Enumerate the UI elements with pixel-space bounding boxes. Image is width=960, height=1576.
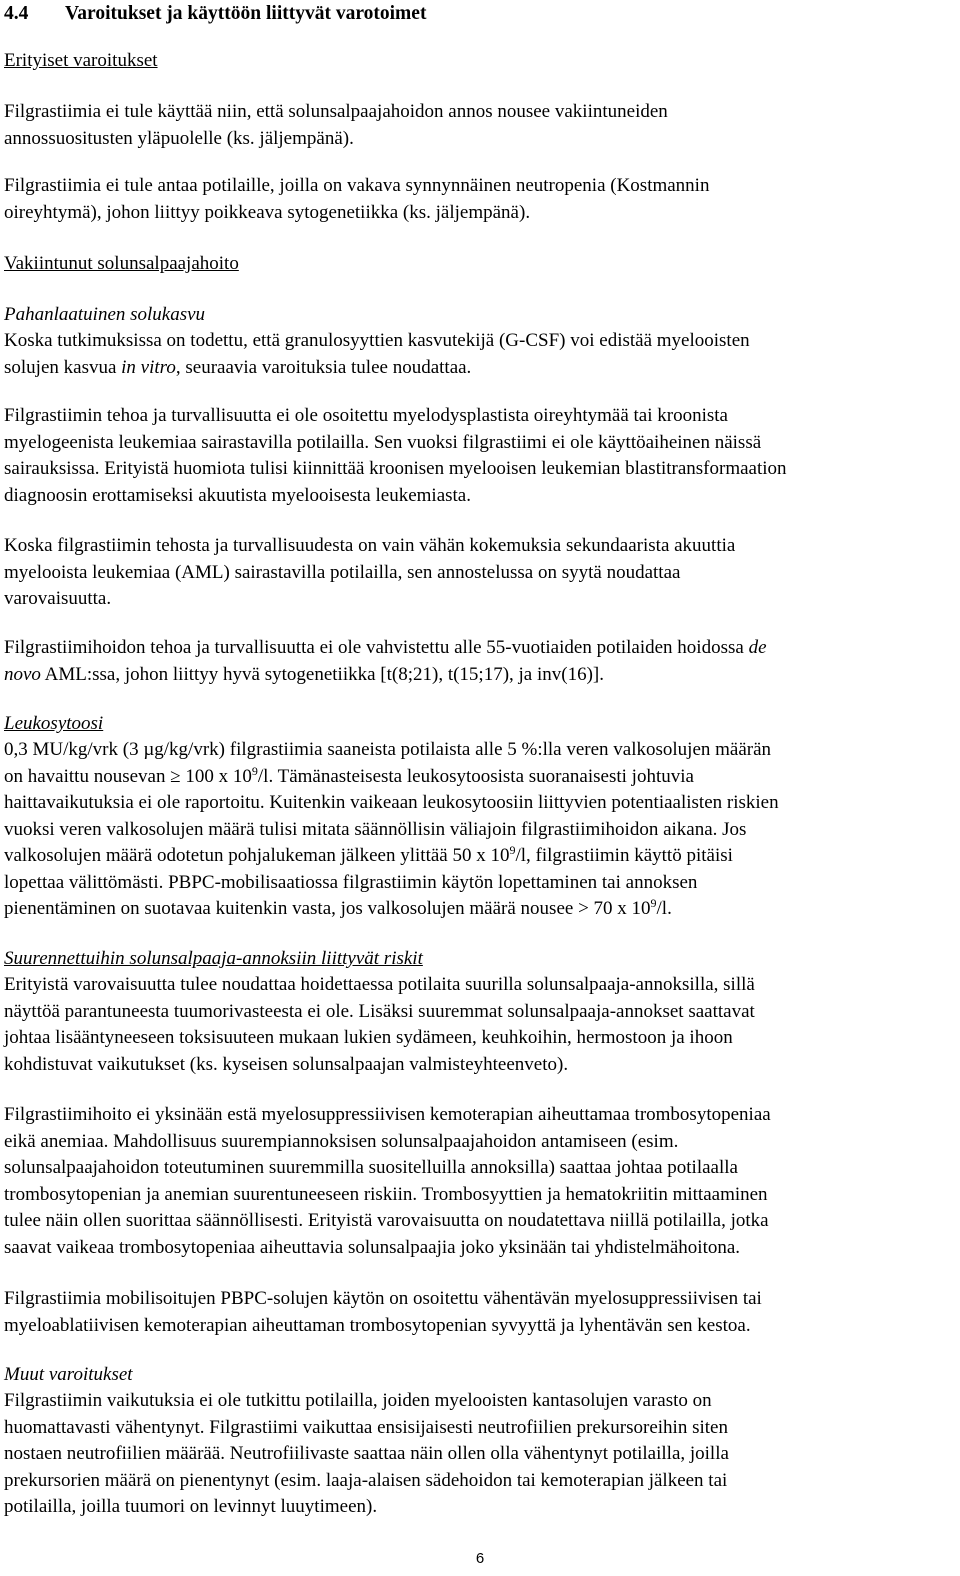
text-segment: Filgrastiimihoidon tehoa ja turvallisuutta ei ole vahvistettu alle 55-vuotiaiden potilaiden hoidossa [4,637,749,658]
text-line: solunsalpaajahoidon toteutuminen suuremmilla suositelluilla annoksilla) saattaa johtaa potilaalla [4,1157,738,1178]
text-line: myelogeenista leukemiaa sairastavilla potilailla. Sen vuoksi filgrastiimi ei ole käyttöaiheinen näissä [4,431,762,453]
text-line: johtaa lisääntyneeseen toksisuuteen mukaan lukien sydämeen, keuhkoihin, hermostoon ja ihoon [4,1027,733,1048]
text-segment: /l. Tämänasteisesta leukosytoosista suoranaisesti johtuvia [257,765,694,787]
text-line: näyttöä parantuneesta tuumorivasteesta ei ole. Lisäksi suuremmat solunsalpaaja-annokset saattavat [4,1000,755,1022]
text-line: sairauksissa. Erityistä huomiota tulisi kiinnittää kroonisen myelooisen leukemian blastitransformaation [4,458,787,479]
text-line [4,896,948,923]
text-line: annossuositusten yläpuolelle (ks. jäljempänä). [4,127,354,149]
text-line: 0,3 MU/kg/vrk (3 µg/kg/vrk) filgrastiimia saaneista potilaista alle 5 %:lla veren valkosolujen määrän [4,739,772,760]
text-line: potilailla, joilla tuumori on levinnyt luuytimeen). [4,1496,378,1517]
erityiset-heading: Erityiset varoitukset [4,50,158,71]
muut-paragraph [4,1388,948,1521]
section-number: 4.4 [4,3,29,24]
italic-term: de [748,637,767,658]
superscript: 9 [650,896,657,910]
text-line: trombosytopenian ja anemian suurentuneeseen riskiin. Trombosyyttien ja hematokriitin mittaaminen [4,1183,768,1205]
text-line: varovaisuutta. [4,588,112,609]
text-line: Filgrastiimia mobilisoitujen PBPC-solujen käytön on osoitettu vähentävän myelosuppressiivisen tai [4,1288,762,1309]
page-number: 6 [475,1550,485,1567]
vakiintunut-paragraph-2 [4,403,948,509]
text-line: Filgrastiimia ei tule antaa potilaille, joilla on vakava synnynnäinen neutropenia (Kostmannin [4,175,710,196]
text-segment: pienentäminen on suotavaa kuitenkin vasta, jos valkosolujen määrä nousee > 70 x 10 [4,898,651,919]
text-line: haittavaikutuksia ei ole raportoitu. Kuitenkin vaikeaan leukosytoosiin liittyvien potentiaalisten riskien [4,792,779,813]
text-line: prekursorien määrä on pienentynyt (esim. laaja-alaisen sädehoidon tai kemoterapian jälkeen tai [4,1469,728,1491]
text-line: vuoksi veren valkosolujen määrä tulisi mitata säännöllisin väliajoin filgrastiimihoidon aikana. Jos [4,818,747,840]
erityiset-paragraph-1 [4,99,948,152]
erityiset-paragraph-2 [4,173,948,226]
text-line [4,355,948,382]
suurennettuihin-heading: Suurennettuihin solunsalpaaja-annoksiin liittyvät riskit [4,948,423,969]
text-line: lopettaa välittömästi. PBPC-mobilisaatiossa filgrastiimin käytön lopettaminen tai annoksen [4,871,698,893]
muut-heading: Muut varoitukset [4,1364,133,1385]
vakiintunut-paragraph-4 [4,635,948,688]
text-segment: valkosolujen määrä odotetun pohjalukeman jälkeen ylittää 50 x 10 [4,845,510,866]
text-line: oireyhtymä), johon liittyy poikkeava sytogenetiikka (ks. jäljempänä). [4,201,531,223]
text-line [4,843,948,870]
text-segment: /l, filgrastiimin käyttö pitäisi [515,845,733,866]
leukosytoosi-paragraph [4,737,948,923]
leukosytoosi-heading: Leukosytoosi [4,713,104,734]
text-line: saavat vaikeaa trombosytopeniaa aiheuttavia solunsalpaajia joko yksinään tai yhdistelmähoitona. [4,1236,741,1258]
text-line [4,662,948,689]
text-line: kohdistuvat vaikutukset (ks. kyseisen solunsalpaajan valmisteyhteenveto). [4,1053,569,1075]
text-segment: /l. [656,898,672,919]
italic-term: in vitro [121,356,176,378]
suurennettuihin-paragraph-3 [4,1286,948,1339]
text-line: Filgrastiimia ei tule käyttää niin, että solunsalpaajahoidon annos nousee vakiintuneiden [4,101,668,122]
suurennettuihin-paragraph-2 [4,1102,948,1261]
section-heading [4,1,426,27]
text-line: Koska tutkimuksissa on todettu, että granulosyyttien kasvutekijä (G-CSF) voi edistää myelooisten [4,330,750,351]
text-segment: , seuraavia varoituksia tulee noudattaa. [175,356,472,378]
italic-term: novo [4,663,41,685]
text-line: eikä anemiaa. Mahdollisuus suurempiannoksisen solunsalpaajahoidon antamiseen (esim. [4,1130,679,1152]
text-line: tulee näin ollen suorittaa säännöllisesti. Erityistä varovaisuutta on noudatettava niillä potilailla, jotka [4,1210,769,1231]
text-line: huomattavasti vähentynyt. Filgrastiimi vaikuttaa ensisijaisesti neutrofiilien prekursoreihin siten [4,1416,728,1438]
superscript: 9 [509,843,516,857]
suurennettuihin-paragraph-1 [4,972,948,1078]
pahanlaatuinen-subheading: Pahanlaatuinen solukasvu [4,304,206,325]
vakiintunut-paragraph-3 [4,533,948,613]
text-line: Erityistä varovaisuutta tulee noudattaa hoidettaessa potilaita suurilla solunsalpaaja-annoksilla, sillä [4,974,755,995]
text-line: myeloablatiivisen kemoterapian aiheuttaman trombosytopenian syvyyttä ja lyhentävän sen kestoa. [4,1314,751,1336]
superscript: 9 [251,763,258,778]
vakiintunut-heading: Vakiintunut solunsalpaajahoito [4,253,239,274]
text-line: Filgrastiimin vaikutuksia ei ole tutkittu potilailla, joiden myelooisten kantasolujen varasto on [4,1390,712,1411]
text-segment: on havaittu nousevan ≥ 100 x 10 [4,765,252,787]
text-line: nostaen neutrofiilien määrää. Neutrofiilivaste saattaa näin ollen olla vähentynyt potilailla, joilla [4,1443,729,1464]
vakiintunut-paragraph-1 [4,328,948,381]
text-line: Filgrastiimihoito ei yksinään estä myelosuppressiivisen kemoterapian aiheuttamaa trombosytopeniaa [4,1104,771,1125]
text-line: diagnoosin erottamiseksi akuutista myelooisesta leukemiasta. [4,484,471,506]
text-line: myelooista leukemiaa (AML) sairastavilla potilailla, sen annostelussa on syytä noudattaa [4,561,681,583]
text-line [4,764,948,791]
text-line: Filgrastiimin tehoa ja turvallisuutta ei ole osoitettu myelodysplastista oireyhtymää tai kroonista [4,405,728,426]
text-line: Koska filgrastiimin tehosta ja turvallisuudesta on vain vähän kokemuksia sekundaarista akuuttia [4,535,736,556]
text-segment: solujen kasvua [4,356,122,378]
text-segment: AML:ssa, johon liittyy hyvä sytogenetiikka [t(8;21), t(15;17), ja inv(16)]. [40,663,604,685]
section-title: Varoitukset ja käyttöön liittyvät varotoimet [65,3,427,24]
text-line [4,635,948,662]
